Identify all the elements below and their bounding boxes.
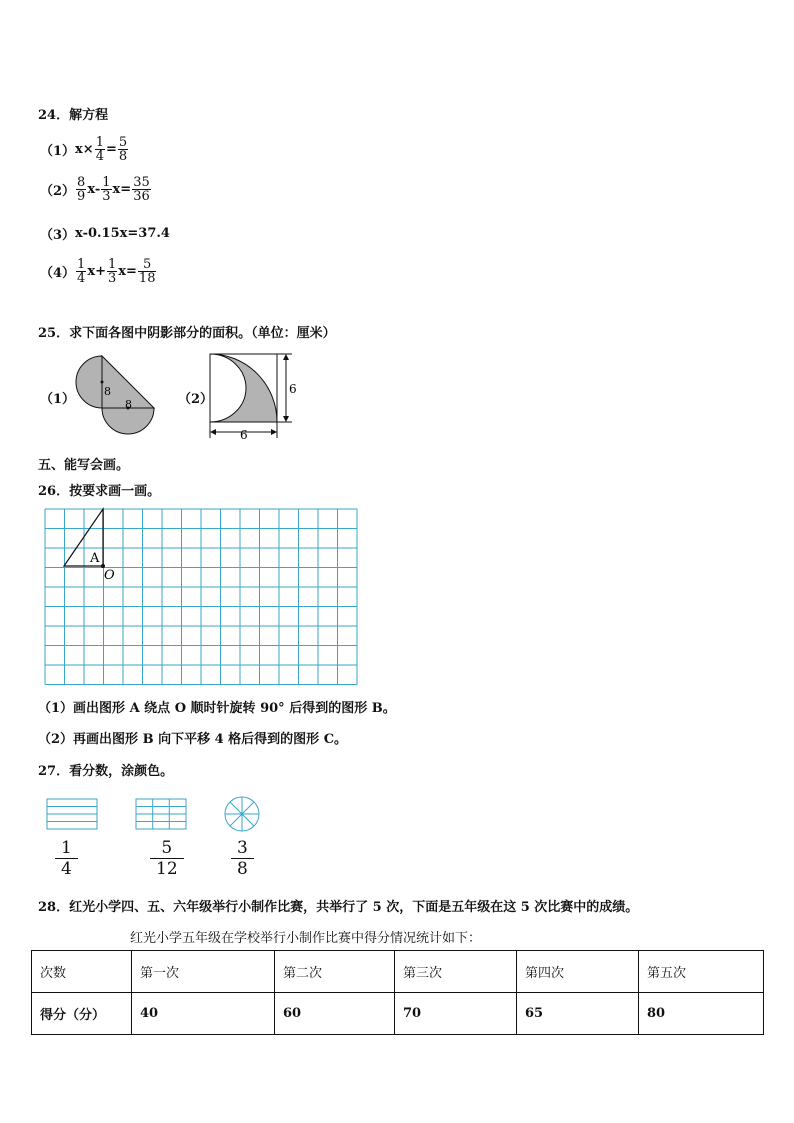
fig2-dim-width: 6 <box>240 428 248 442</box>
fig1-label: （1） <box>40 392 76 407</box>
equation-4 <box>40 258 157 285</box>
equation-text: x× <box>75 142 94 157</box>
q27-title: 27．看分数，涂颜色。 <box>38 764 174 779</box>
fraction: $\frac{1}{3}$ <box>107 257 117 286</box>
fraction: $\frac{35}{36}$ <box>133 175 150 204</box>
fig1-lower-semicircle <box>102 408 154 434</box>
fig2-label: （2） <box>178 392 214 407</box>
equation-label: （4） <box>40 266 76 281</box>
figure-2-shaded <box>202 348 302 442</box>
point-o-label: O <box>104 568 115 583</box>
equation-label: （1） <box>40 144 76 159</box>
q24-title: 24．解方程 <box>38 108 109 123</box>
header-cell: 次数 <box>32 951 132 993</box>
equation-text: = <box>105 142 117 157</box>
table-row <box>32 993 764 1035</box>
fraction: $\frac{1}{4}$ <box>77 257 86 286</box>
equation-text: x= <box>112 182 132 197</box>
score-cell: 80 <box>639 993 764 1035</box>
fraction-circle-eighths <box>222 795 262 835</box>
fig1-dim-horizontal: 8 <box>125 398 132 411</box>
q26-instruction-2: （2）再画出图形 B 向下平移 4 格后得到的图形 C。 <box>38 732 348 747</box>
header-cell: 第二次 <box>275 951 395 993</box>
shape-a-label: A <box>90 551 100 566</box>
fraction: $\frac{1}{3}$ <box>102 175 111 204</box>
score-cell: 70 <box>395 993 517 1035</box>
grid <box>45 509 357 685</box>
equation-text: x-0.15x=37.4 <box>75 226 170 241</box>
equation-text: x= <box>118 264 137 279</box>
score-cell: 65 <box>517 993 639 1035</box>
section5-title: 五、能写会画。 <box>38 458 130 473</box>
fraction: $\frac{1}{4}$ <box>95 135 104 164</box>
fig1-upper-semicircle <box>76 356 102 408</box>
fraction: $\frac{5}{8}$ <box>118 135 128 164</box>
q26-title: 26．按要求画一画。 <box>38 484 161 499</box>
header-cell: 第五次 <box>639 951 764 993</box>
equation-2 <box>40 176 152 203</box>
equation-1 <box>40 136 129 163</box>
score-cell: 40 <box>132 993 275 1035</box>
fraction-grid-twelfths <box>135 798 189 832</box>
fig2-dim-height: 6 <box>289 382 297 396</box>
table-caption: 红光小学五年级在学校举行小制作比赛中得分情况统计如下： <box>130 931 482 946</box>
equation-label: （2） <box>40 184 76 199</box>
fraction-3-8: $\frac{3}{8}$ <box>231 838 254 879</box>
figure-1-shaded <box>70 350 160 440</box>
fraction: $\frac{5}{18}$ <box>138 257 156 286</box>
fraction: $\frac{8}{9}$ <box>77 175 86 204</box>
equation-label: （3） <box>40 228 76 243</box>
equation-3 <box>40 224 170 243</box>
q26-grid-figure <box>40 504 365 690</box>
header-cell: 第三次 <box>395 951 517 993</box>
fraction-5-12: $\frac{5}{12}$ <box>150 838 184 879</box>
score-table <box>31 950 764 1035</box>
score-cell: 60 <box>275 993 395 1035</box>
equation-text: x+ <box>87 264 106 279</box>
row-label: 得分（分） <box>32 993 132 1035</box>
q26-instruction-1: （1）画出图形 A 绕点 O 顺时针旋转 90° 后得到的图形 B。 <box>38 701 396 716</box>
q28-title: 28．红光小学四、五、六年级举行小制作比赛，共举行了 5 次，下面是五年级在这 5 次比赛中的成绩。 <box>38 900 639 915</box>
fig1-dim-vertical: 8 <box>104 385 111 398</box>
header-cell: 第一次 <box>132 951 275 993</box>
fig2-shaded-region <box>210 354 277 422</box>
q25-title: 25．求下面各图中阴影部分的面积。（单位：厘米） <box>38 326 336 341</box>
table-header-row <box>32 951 764 993</box>
fraction-bar-quarters <box>46 798 100 832</box>
equation-text: x- <box>87 182 101 197</box>
fraction-1-4: $\frac{1}{4}$ <box>55 838 78 879</box>
header-cell: 第四次 <box>517 951 639 993</box>
